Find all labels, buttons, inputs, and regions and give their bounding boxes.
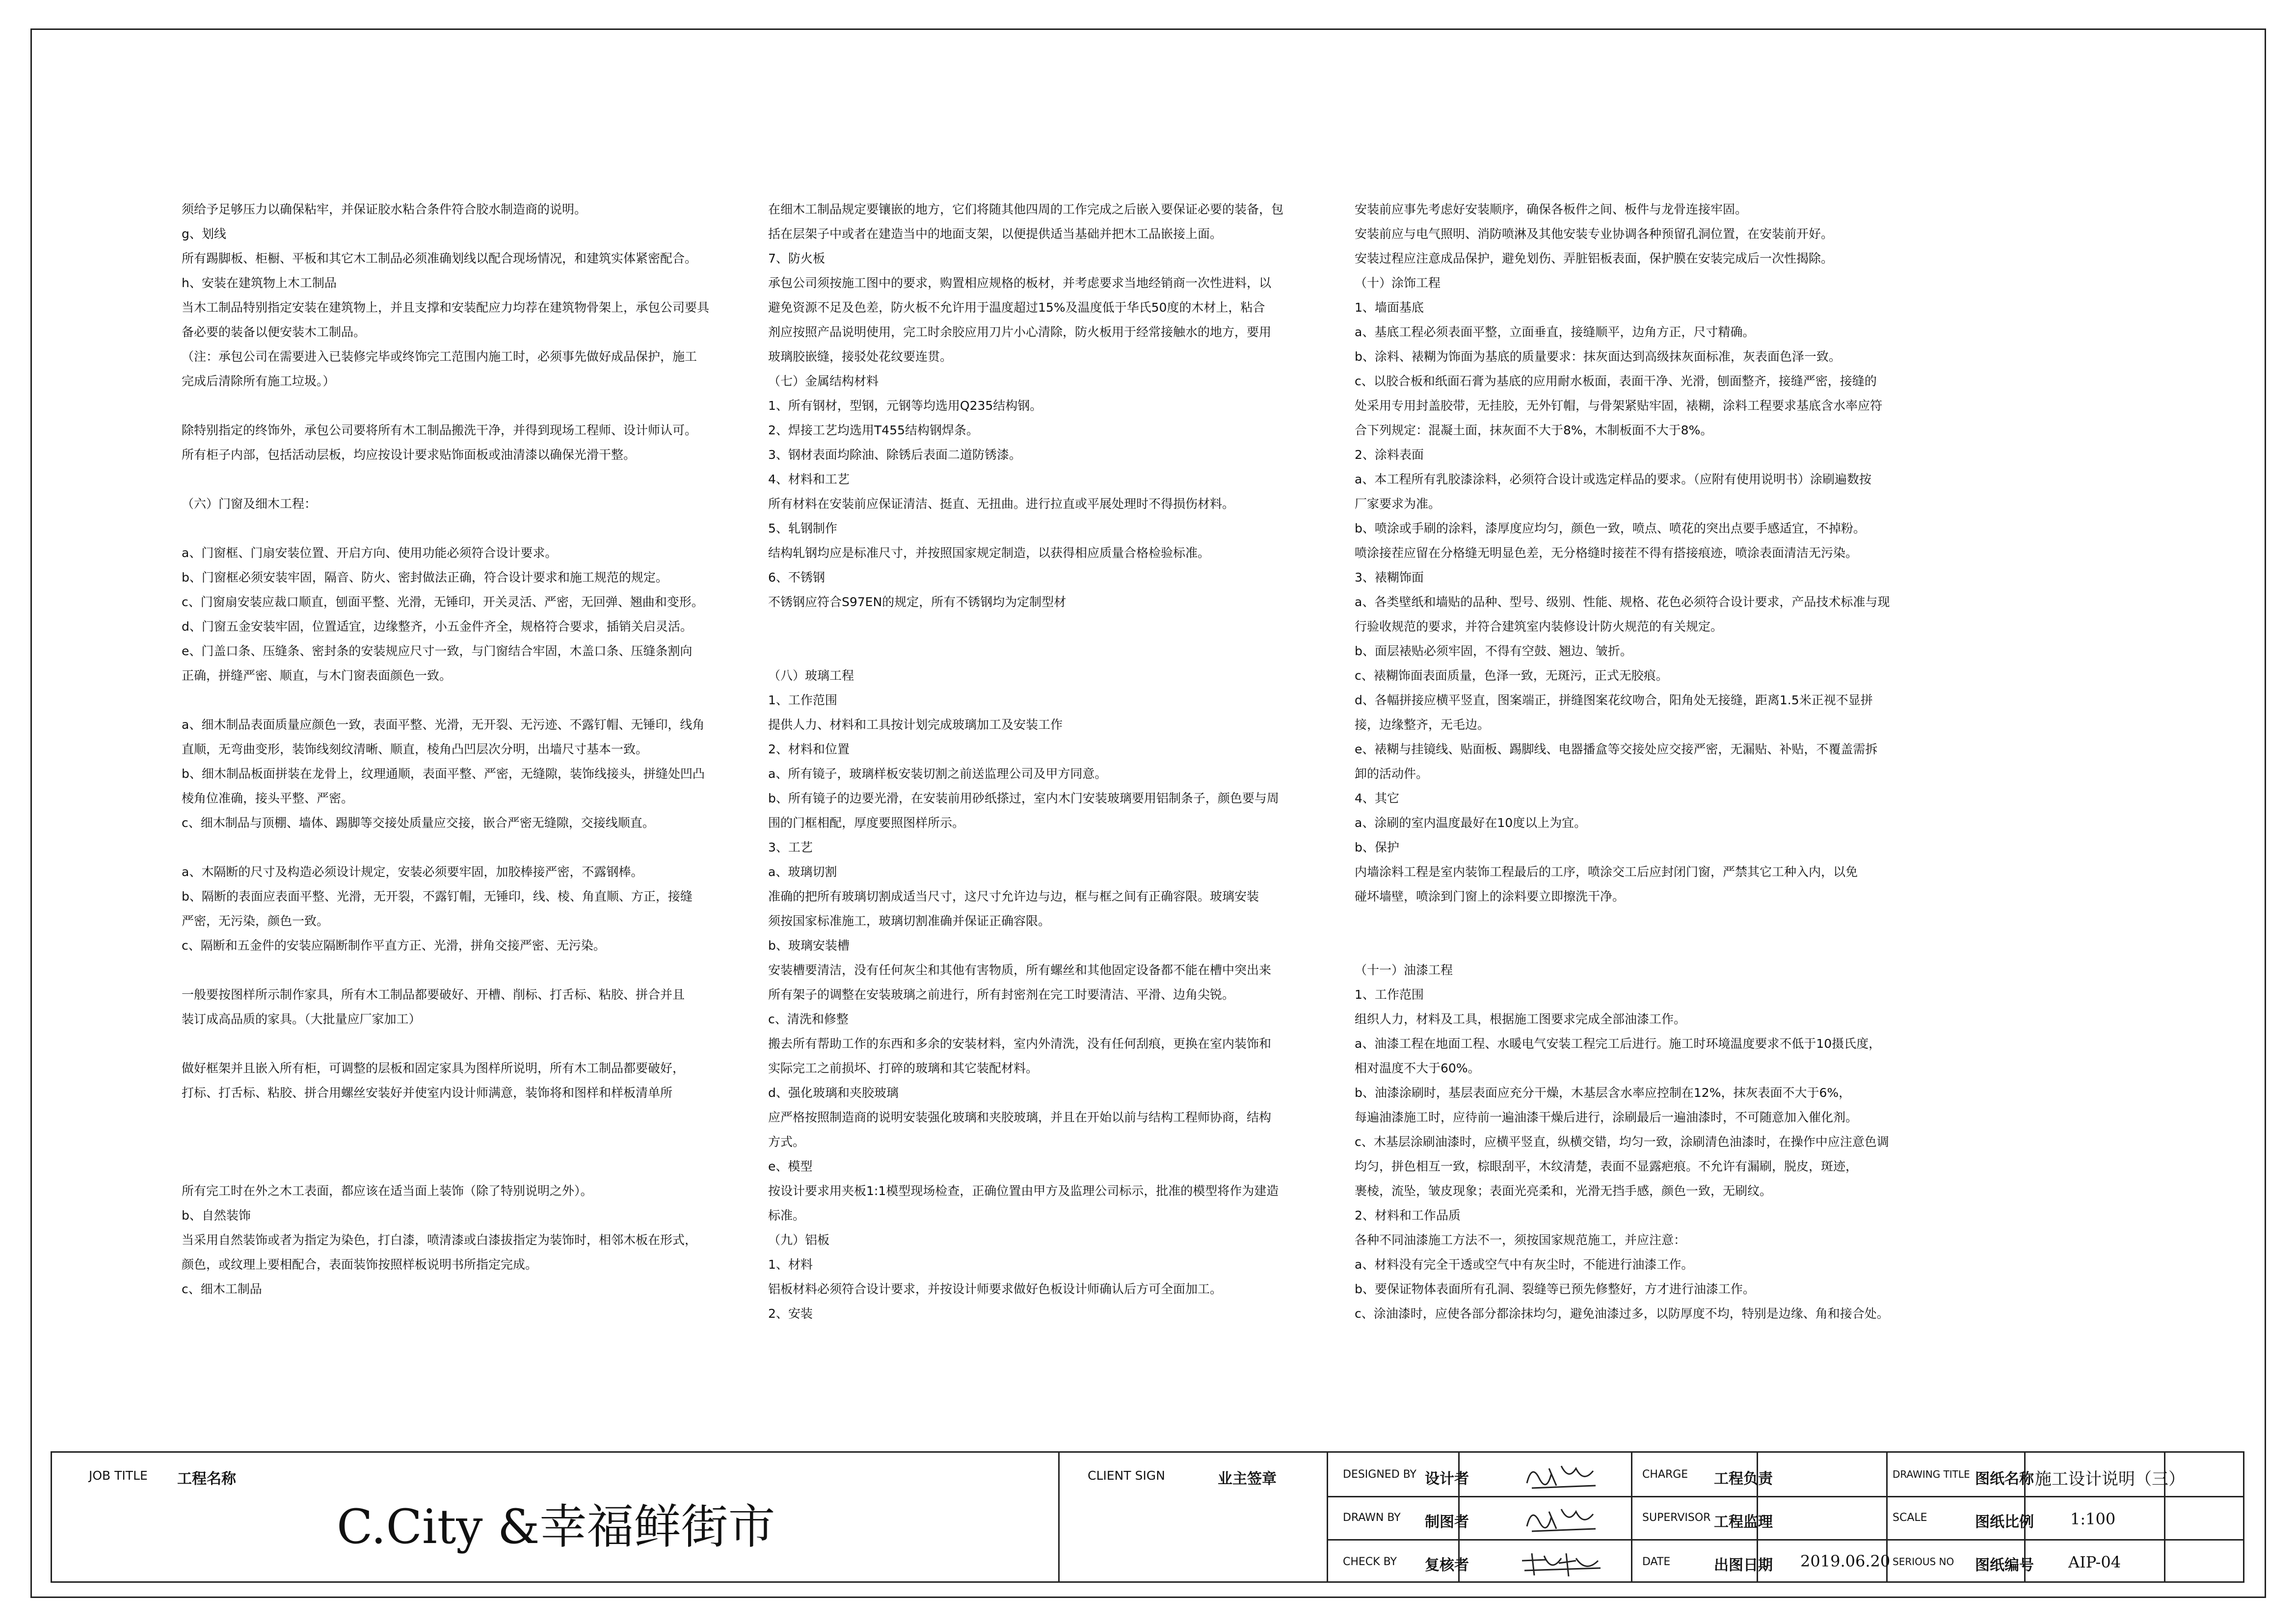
note-line: b、门窗框必须安装牢固，隔音、防火、密封做法正确，符合设计要求和施工规范的规定。 <box>182 570 668 585</box>
note-line: 喷涂接茬应留在分格缝无明显色差，无分格缝时接茬不得有搭接痕迹，喷涂表面清洁无污染。 <box>1355 546 1858 560</box>
note-line: e、门盖口条、压缝条、密封条的安装规应尺寸一致，与门窗结合牢固，木盖口条、压缝条割向 <box>182 644 693 658</box>
note-line: 搬去所有帮助工作的东西和多余的安装材料，室内外清洗，没有任何刮痕，更换在室内装饰和 <box>768 1037 1272 1051</box>
note-line: 7、防火板 <box>768 251 825 266</box>
note-line: a、本工程所有乳胶漆涂料，必须符合设计或选定样品的要求。（应附有使用说明书）涂刷遍数按 <box>1355 472 1871 486</box>
note-line: 直顺，无弯曲变形，装饰线刻纹清晰、顺直，棱角凸凹层次分明，出墙尺寸基本一致。 <box>182 742 648 756</box>
scale-value: 1:100 <box>2070 1510 2116 1528</box>
note-line: e、裱糊与挂镜线、贴面板、踢脚线、电器播盒等交接处应交接严密，无漏贴、补贴，不覆盖需拆 <box>1355 742 1878 756</box>
note-line: c、木基层涂刷油漆时，应横平竖直，纵横交错，均匀一致，涂刷清色油漆时，在操作中应注意色调 <box>1355 1135 1889 1149</box>
note-line: 须按国家标准施工，玻璃切割准确并保证正确容限。 <box>768 914 1051 928</box>
note-line <box>768 639 1337 664</box>
note-line: 1、所有钢材，型钢，元钢等均选用Q235结构钢。 <box>768 399 1042 413</box>
date-value: 2019.06.20 <box>1800 1552 1891 1571</box>
note-line: 组织人力，材料及工具，根据施工图要求完成全部油漆工作。 <box>1355 1012 1686 1026</box>
note-line: 不锈钢应符合S97EN的规定，所有不锈钢均为定制型材 <box>768 595 1067 609</box>
client-sign-label-en: CLIENT SIGN <box>1088 1468 1165 1483</box>
note-line: 3、裱糊饰面 <box>1355 570 1424 585</box>
note-line: 6、不锈钢 <box>768 570 825 585</box>
note-line: b、要保证物体表面所有孔洞、裂缝等已预先修整好，方才进行油漆工作。 <box>1355 1282 1755 1296</box>
title-block <box>51 1451 2244 1583</box>
divider <box>1631 1453 1632 1581</box>
note-line: 严密，无污染，颜色一致。 <box>182 914 329 928</box>
note-line: 安装槽要清洁，没有任何灰尘和其他有害物质，所有螺丝和其他固定设备都不能在槽中突出来 <box>768 963 1272 977</box>
note-line: 安装前应与电气照明、消防喷淋及其他安装专业协调各种预留孔洞位置，在安装前开好。 <box>1355 227 1834 241</box>
note-line: 结构轧钢均应是标准尺寸，并按照国家规定制造，以获得相应质量合格检验标准。 <box>768 546 1210 560</box>
note-line: c、细木工制品 <box>182 1282 262 1296</box>
scale-label-en: SCALE <box>1893 1512 1927 1524</box>
note-line: 3、工艺 <box>768 840 813 854</box>
job-title-label-cn: 工程名称 <box>177 1470 236 1488</box>
note-line: 厂家要求为准。 <box>1355 497 1441 511</box>
date-label-en: DATE <box>1642 1556 1671 1568</box>
drawer-signature <box>1522 1502 1601 1536</box>
note-line: 处采用专用封盖胶带，无挂胶，无外钉帽，与骨架紧贴牢固，裱糊，涂料工程要求基底含水率应符 <box>1355 399 1883 413</box>
note-line: 4、材料和工艺 <box>768 472 850 486</box>
note-line: 铝板材料必须符合设计要求，并按设计师要求做好色板设计师确认后方可全面加工。 <box>768 1282 1223 1296</box>
note-line: b、喷涂或手刷的涂料，漆厚度应均匀，颜色一致，喷点、喷花的突出点要手感适宜，不掉粉。 <box>1355 521 1866 535</box>
note-line: d、门窗五金安装牢固，位置适宜，边缘整齐，小五金件齐全，规格符合要求，插销关启灵活。 <box>182 619 693 634</box>
note-line: 2、材料和位置 <box>768 742 850 756</box>
note-line: 承包公司须按施工图中的要求，购置相应规格的板材，并考虑要求当地经销商一次性进料，以 <box>768 276 1272 290</box>
note-line: 所有完工时在外之木工表面，都应该在适当面上装饰（除了特别说明之外）。 <box>182 1184 593 1198</box>
note-line: d、强化玻璃和夹胶玻璃 <box>768 1086 899 1100</box>
note-line: b、细木制品板面拼装在龙骨上，纹理通顺，表面平整、严密，无缝隙，装饰线接头，拼缝处凹凸 <box>182 767 705 781</box>
note-line: 打标、打舌标、粘胶、拼合用螺丝安装好并使室内设计师满意，装饰将和图样和样板清单所 <box>182 1086 673 1100</box>
check-by-label-cn: 复核者 <box>1425 1557 1469 1574</box>
note-line: 1、墙面基底 <box>1355 300 1424 315</box>
note-line: 行验收规范的要求，并符合建筑室内装修设计防火规范的有关规定。 <box>1355 619 1723 634</box>
designed-by-label-en: DESIGNED BY <box>1343 1468 1416 1481</box>
note-line: 每遍油漆施工时，应待前一遍油漆干燥后进行，涂刷最后一遍油漆时，不可随意加入催化剂。 <box>1355 1110 1858 1124</box>
note-line: 4、其它 <box>1355 791 1399 805</box>
note-line <box>182 467 731 492</box>
note-line: a、木隔断的尺寸及构造必须设计规定，安装必须要牢固，加胶棒接严密，不露钢棒。 <box>182 865 643 879</box>
note-line: 一般要按图样所示制作家具，所有木工制品都要破好、开槽、削标、打舌标、粘胶、拼合并且 <box>182 987 685 1002</box>
note-line: 所有踢脚板、柜橱、平板和其它木工制品必须准确划线以配合现场情况，和建筑实体紧密配合。 <box>182 251 697 266</box>
note-line: 应严格按照制造商的说明安装强化玻璃和夹胶玻璃，并且在开始以前与结构工程师协商，结构 <box>768 1110 1272 1124</box>
note-line: c、隔断和五金件的安装应隔断制作平直方正、光滑，拼角交接严密、无污染。 <box>182 938 606 953</box>
notes-column-1 <box>182 197 731 1302</box>
note-line: 当采用自然装饰或者为指定为染色，打白漆，喷清漆或白漆拔指定为装饰时，相邻木板在形式， <box>182 1233 697 1247</box>
note-line: 正确，拼缝严密、顺直，与木门窗表面颜色一致。 <box>182 668 452 683</box>
note-line: c、涂油漆时，应使各部分都涂抹均匀，避免油漆过多，以防厚度不均，特别是边缘、角和接合处。 <box>1355 1306 1889 1321</box>
note-line: b、油漆涂刷时，基层表面应充分干燥，木基层含水率应控制在12%，抹灰表面不大于6%， <box>1355 1086 1851 1100</box>
note-line <box>182 516 731 541</box>
note-line: c、裱糊饰面表面质量，色泽一致，无斑污，正式无胶痕。 <box>1355 668 1668 683</box>
notes-column-3 <box>1355 197 1924 1326</box>
note-line: （六）门窗及细木工程： <box>182 497 317 511</box>
note-line <box>182 835 731 860</box>
note-line: 1、材料 <box>768 1257 813 1272</box>
note-line: a、涂刷的室内温度最好在10度以上为宜。 <box>1355 816 1587 830</box>
supervisor-label-cn: 工程监理 <box>1714 1514 1773 1531</box>
drawing-title-value: 施工设计说明（三） <box>2035 1469 2185 1489</box>
note-line: （七）金属结构材料 <box>768 374 879 388</box>
note-line: （九）铝板 <box>768 1233 830 1247</box>
supervisor-label-en: SUPERVISOR <box>1642 1512 1711 1524</box>
serious-no-label-cn: 图纸编号 <box>1975 1557 2034 1574</box>
drawing-title-label-cn: 图纸名称 <box>1975 1470 2034 1488</box>
drawn-by-label-cn: 制图者 <box>1425 1514 1469 1531</box>
note-line: b、隔断的表面应表面平整、光滑，无开裂，不露钉帽，无锤印，线、棱、角直顺、方正，接缝 <box>182 889 693 904</box>
divider <box>1327 1496 2243 1497</box>
notes-column-2 <box>768 197 1337 1326</box>
note-line: 安装过程应注意成品保护，避免划伤、弄脏铝板表面，保护膜在安装完成后一次性揭除。 <box>1355 251 1834 266</box>
note-line: b、玻璃安装槽 <box>768 938 850 953</box>
note-line <box>182 1032 731 1056</box>
note-line: 接，边缘整齐，无毛边。 <box>1355 718 1490 732</box>
note-line: （十）涂饰工程 <box>1355 276 1441 290</box>
charge-label-en: CHARGE <box>1642 1468 1688 1481</box>
checker-signature <box>1517 1546 1605 1581</box>
note-line: b、涂料、裱糊为饰面为基底的质量要求：抹灰面达到高级抹灰面标准，灰表面色泽一致。 <box>1355 349 1841 364</box>
note-line: a、各类壁纸和墙贴的品种、型号、级别、性能、规格、花色必须符合设计要求，产品技术标准与现 <box>1355 595 1890 609</box>
note-line: 实际完工之前损坏、打碎的玻璃和其它装配材料。 <box>768 1061 1039 1075</box>
note-line: 避免资源不足及色差，防火板不允许用于温度超过15%及温度低于华氏50度的木材上，粘合 <box>768 300 1265 315</box>
note-line: b、所有镜子的边要光滑，在安装前用砂纸搽过，室内木门安装玻璃要用铝制条子，颜色要与周 <box>768 791 1279 805</box>
note-line: 裹棱，流坠，皱皮现象；表面光亮柔和，光滑无挡手感，颜色一致，无刷纹。 <box>1355 1184 1772 1198</box>
note-line: c、清洗和修整 <box>768 1012 849 1026</box>
note-line: 2、涂料表面 <box>1355 448 1424 462</box>
job-title-label-en: JOB TITLE <box>89 1468 148 1483</box>
note-line: 卸的活动件。 <box>1355 767 1429 781</box>
note-line: 5、轧钢制作 <box>768 521 837 535</box>
note-line: 2、安装 <box>768 1306 813 1321</box>
note-line <box>768 614 1337 639</box>
note-line: b、自然装饰 <box>182 1208 251 1223</box>
scale-label-cn: 图纸比例 <box>1975 1514 2034 1531</box>
divider <box>1327 1539 2243 1541</box>
note-line: 在细木工制品规定要镶嵌的地方，它们将随其他四周的工作完成之后嵌入要保证必要的装备，包 <box>768 202 1284 216</box>
note-line: 所有材料在安装前应保证清洁、挺直、无扭曲。进行拉直或平展处理时不得损伤材料。 <box>768 497 1235 511</box>
note-line: 合下列规定：混凝土面，抹灰面不大于8%，木制板面不大于8%。 <box>1355 423 1713 437</box>
note-line: 3、钢材表面均除油、除锈后表面二道防锈漆。 <box>768 448 1021 462</box>
charge-label-cn: 工程负责 <box>1714 1470 1773 1488</box>
serious-no-label-en: SERIOUS NO <box>1893 1556 1954 1568</box>
check-by-label-en: CHECK BY <box>1343 1556 1397 1568</box>
note-line: 均匀，拼色相互一致，棕眼刮平，木纹清楚，表面不显露疤痕。不允许有漏刷，脱皮，斑迹， <box>1355 1159 1858 1173</box>
client-sign-label-cn: 业主签章 <box>1218 1470 1277 1488</box>
note-line: 须给予足够压力以确保粘牢，并保证胶水粘合条件符合胶水制造商的说明。 <box>182 202 587 216</box>
drawing-title-label-en: DRAWING TITLE <box>1893 1468 1970 1480</box>
note-line: 剂应按照产品说明使用，完工时余胶应用刀片小心清除，防火板用于经常接触水的地方，要用 <box>768 325 1272 339</box>
note-line: 标准。 <box>768 1208 805 1223</box>
note-line: 方式。 <box>768 1135 805 1149</box>
note-line: a、基底工程必须表面平整，立面垂直，接缝顺平，边角方正，尺寸精确。 <box>1355 325 1755 339</box>
note-line: a、材料没有完全干透或空气中有灰尘时，不能进行油漆工作。 <box>1355 1257 1694 1272</box>
designed-by-label-cn: 设计者 <box>1425 1470 1469 1488</box>
note-line: a、门窗框、门扇安装位置、开启方向、使用功能必须符合设计要求。 <box>182 546 558 560</box>
note-line <box>182 958 731 983</box>
note-line: a、油漆工程在地面工程、水暖电气安装工程完工后进行。施工时环境温度要求不低于10摄氏度， <box>1355 1037 1881 1051</box>
note-line: a、所有镜子，玻璃样板安装切割之前送监理公司及甲方同意。 <box>768 767 1107 781</box>
note-line: 棱角位准确，接头平整、严密。 <box>182 791 354 805</box>
designer-signature <box>1522 1459 1601 1493</box>
note-line: 除特别指定的终饰外，承包公司要将所有木工制品搬洗干净，并得到现场工程师、设计师认可。 <box>182 423 697 437</box>
drawn-by-label-en: DRAWN BY <box>1343 1512 1401 1524</box>
note-line <box>182 394 731 418</box>
note-line: 做好框架并且嵌入所有柜，可调整的层板和固定家具为图样所说明，所有木工制品都要破好， <box>182 1061 685 1075</box>
note-line: 完成后清除所有施工垃圾。） <box>182 374 335 388</box>
note-line: e、模型 <box>768 1159 813 1173</box>
note-line: g、划线 <box>182 227 226 241</box>
note-line <box>1355 909 1924 933</box>
note-line: 各种不同油漆施工方法不一，须按国家规范施工，并应注意： <box>1355 1233 1686 1247</box>
note-line: a、玻璃切割 <box>768 865 837 879</box>
divider <box>1058 1453 1060 1581</box>
note-line: b、面层裱贴必须牢固，不得有空鼓、翘边、皱折。 <box>1355 644 1632 658</box>
note-line <box>182 1154 731 1179</box>
date-label-cn: 出图日期 <box>1714 1557 1773 1574</box>
note-line: h、安装在建筑物上木工制品 <box>182 276 337 290</box>
note-line: 准确的把所有玻璃切割成适当尺寸，这尺寸允许边与边，框与框之间有正确容限。玻璃安装 <box>768 889 1259 904</box>
note-line <box>1355 933 1924 958</box>
note-line: c、以胶合板和纸面石膏为基底的应用耐水板面，表面干净、光滑，刨面整齐，接缝严密，接缝的 <box>1355 374 1877 388</box>
note-line: 所有柜子内部，包括活动层板，均应按设计要求贴饰面板或油清漆以确保光滑干整。 <box>182 448 636 462</box>
note-line: c、门窗扇安装应裁口顺直，刨面平整、光滑，无锤印，开关灵活、严密，无回弹、翘曲和变形。 <box>182 595 704 609</box>
note-line: （八）玻璃工程 <box>768 668 854 683</box>
note-line: 所有架子的调整在安装玻璃之前进行，所有封密剂在完工时要清洁、平滑、边角尖锐。 <box>768 987 1235 1002</box>
note-line: 碰坏墙壁，喷涂到门窗上的涂料要立即擦洗干净。 <box>1355 889 1625 904</box>
note-line <box>182 1105 731 1130</box>
note-line: 1、工作范围 <box>768 693 837 707</box>
note-line: 颜色，或纹理上要相配合，表面装饰按照样板说明书所指定完成。 <box>182 1257 538 1272</box>
note-line: 1、工作范围 <box>1355 987 1424 1002</box>
note-line: 提供人力、材料和工具按计划完成玻璃加工及安装工作 <box>768 718 1063 732</box>
note-line: 当木工制品特别指定安装在建筑物上，并且支撑和安装配应力均荐在建筑物骨架上，承包公司要具 <box>182 300 710 315</box>
note-line: b、保护 <box>1355 840 1399 854</box>
note-line: a、细木制品表面质量应颜色一致，表面平整、光滑，无开裂、无污迹、不露钉帽、无锤印，线角 <box>182 718 705 732</box>
note-line: （十一）油漆工程 <box>1355 963 1453 977</box>
job-name: C.City &幸福鲜街市 <box>337 1499 775 1554</box>
note-line <box>182 688 731 713</box>
note-line: 相对温度不大于60%。 <box>1355 1061 1480 1075</box>
note-line: （注：承包公司在需要进入已装修完毕或终饰完工范围内施工时，必须事先做好成品保护，施工 <box>182 349 697 364</box>
note-line <box>182 1130 731 1154</box>
note-line: 按设计要求用夹板1:1模型现场检查，正确位置由甲方及监理公司标示，批准的模型将作为建造 <box>768 1184 1279 1198</box>
note-line: 装订成高品质的家具。（大批量应厂家加工） <box>182 1012 421 1026</box>
note-line: 备必要的装备以便安装木工制品。 <box>182 325 366 339</box>
note-line: 括在层架子中或者在建造当中的地面支架，以便提供适当基础并把木工品嵌接上面。 <box>768 227 1223 241</box>
serious-no-value: AIP-04 <box>2068 1553 2121 1571</box>
note-line: d、各幅拼接应横平竖直，图案端正，拼缝图案花纹吻合，阳角处无接缝，距离1.5米正视不显拼 <box>1355 693 1873 707</box>
note-line: 2、材料和工作品质 <box>1355 1208 1461 1223</box>
divider <box>1327 1453 1328 1581</box>
note-line: 内墙涂料工程是室内装饰工程最后的工序，喷涂交工后应封闭门窗，严禁其它工种入内，以免 <box>1355 865 1858 879</box>
note-line: 玻璃胶嵌缝，接驳处花纹要连贯。 <box>768 349 953 364</box>
note-line: 安装前应事先考虑好安装顺序，确保各板件之间、板件与龙骨连接牢固。 <box>1355 202 1748 216</box>
note-line: 2、焊接工艺均选用T455结构钢焊条。 <box>768 423 979 437</box>
note-line: 围的门框相配，厚度要照图样所示。 <box>768 816 965 830</box>
note-line: c、细木制品与顶棚、墙体、踢脚等交接处质量应交接，嵌合严密无缝隙，交接线顺直。 <box>182 816 655 830</box>
